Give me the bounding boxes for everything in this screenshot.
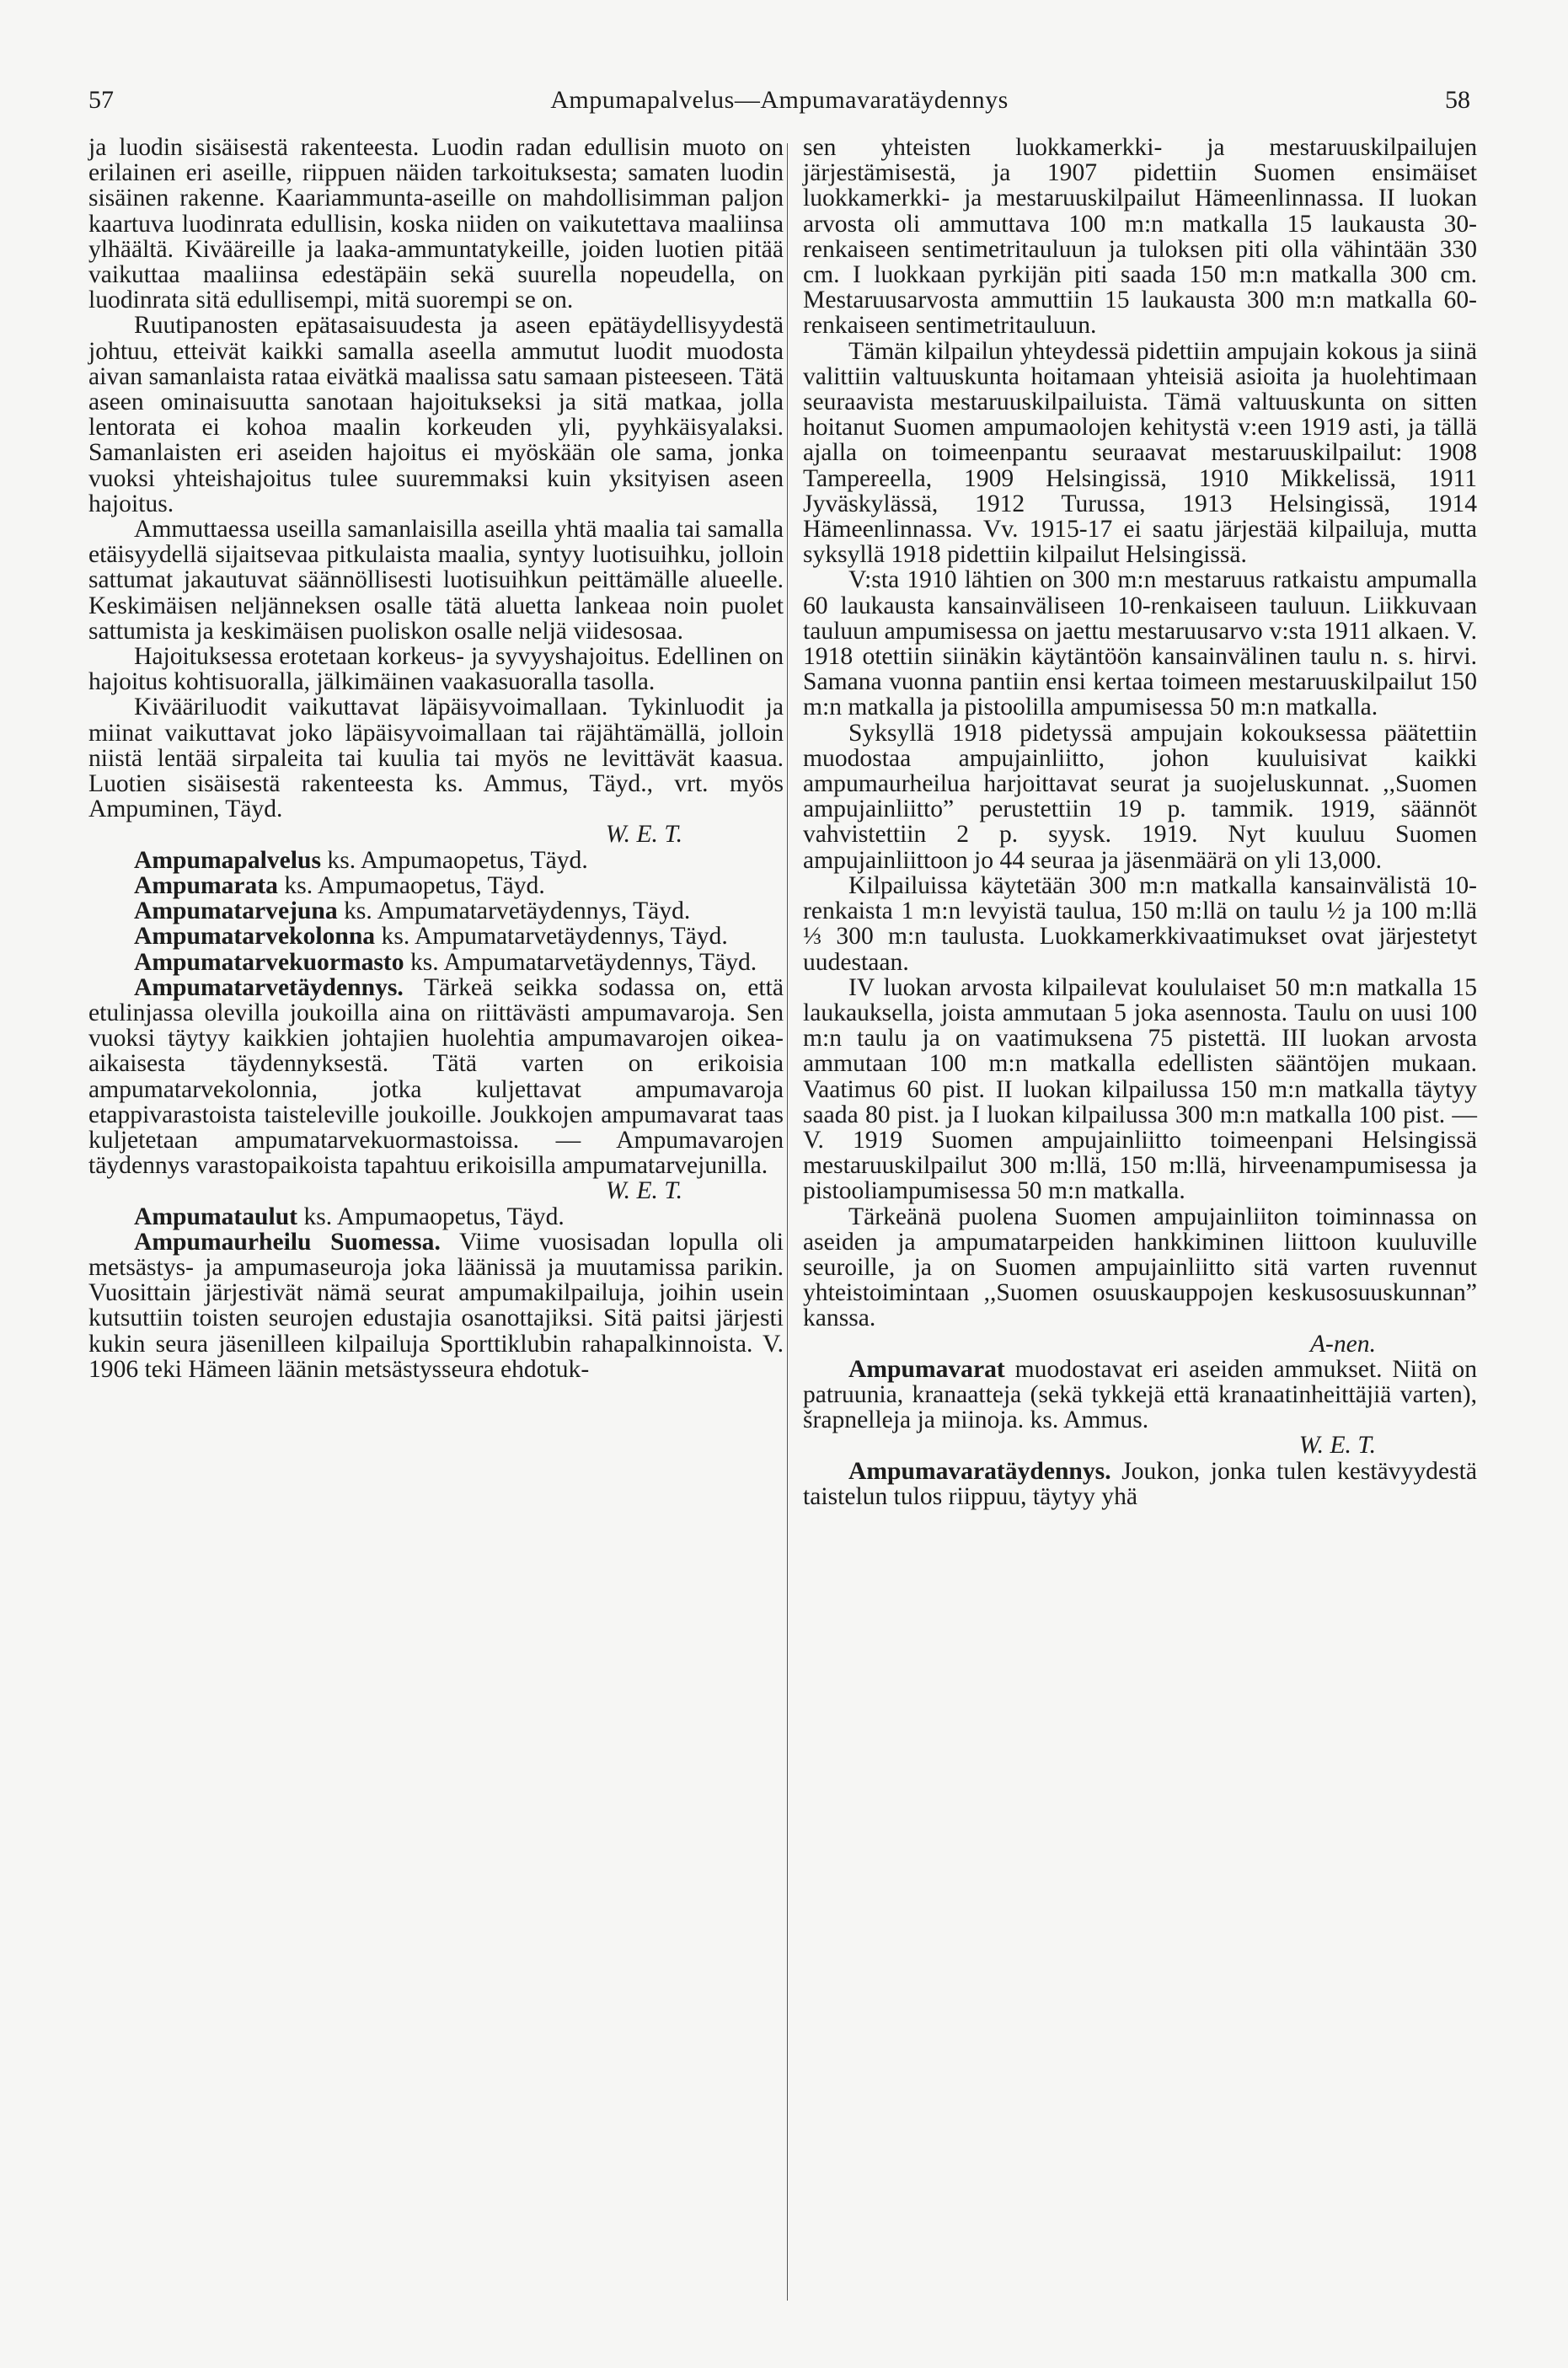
entry-headword: Ampumavarat	[848, 1355, 1005, 1383]
paragraph: Tämän kilpailun yhteydessä pidettiin ampujain kokous ja siinä valittiin valtuuskunta hoitamaan yhteisiä asioita ja huolehtimaan seuraavista mestaruuskilpailuista. Tämä valtuuskunta on sitten hoitanut Suomen ampumaolojen kehitystä v:een 1919 asti, ja tällä ajalla on toimeenpantu seuraavat mestaruuskilpailut: 1908 Tampereella, 1909 Helsingissä, 1910 Mikkelissä, 1911 Jyväskylässä, 1912 Turussa, 1913 Helsingissä, 1914 Hämeenlinnassa. Vv. 1915-17 ei saatu järjestää kilpailuja, mutta syksyllä 1918 pidettiin kilpailut Helsingissä.	[803, 337, 1477, 569]
entry-headword: Ampumavaratäydennys.	[848, 1457, 1111, 1485]
entry-ampumatarvekuormasto	[88, 950, 784, 975]
entry-text: muodostavat eri aseiden ammukset. Niitä on patruunia, kranaatteja (sekä tykkejä että kranaatinheittäjiä varten), šrapnelleja ja miinoja. ks. Ammus.	[803, 1355, 1477, 1434]
entry-ampumavarataydennys	[803, 1459, 1477, 1509]
entry-ampumatarvekolonna	[88, 924, 784, 949]
running-title: Ampumapalvelus—Ampumavaratäydennys	[550, 86, 1009, 114]
paragraph: V:sta 1910 lähtien on 300 m:n mestaruus ratkaistu ampumalla 60 laukausta kansainväliseen 10-renkaiseen tauluun. Liikkuvaan tauluun ampumisessa on jaettu mestaruusarvo v:sta 1911 alkaen. V. 1918 otettiin siinäkin käytäntöön kansainvälinen taulu n. s. hirvi. Samana vuonna pantiin ensi kertaa toimeen mestaruuskilpailut 150 m:n matkalla ja pistoolilla ampumisessa 50 m:n matkalla.	[803, 566, 1477, 721]
entry-text: Tärkeä seikka sodassa on, että etulinjassa olevilla joukoilla aina on riittävästi ampumavaroja. Sen vuoksi täytyy kaikkien johtajien huolehtia ampumavarojen oikea-aikaisesta täydennyksestä. Tätä varten on erikoisia ampumatarvekolonnia, jotka kuljettavat ampumavaroja etappivarastoista taisteleville joukoille. Joukkojen ampumavarat taas kuljetetaan ampumatarvekuormastoissa. — Ampumavarojen täydennys varastopaikoista tapahtuu erikoisilla ampumatarvejunilla.	[88, 973, 784, 1180]
entry-text: ks. Ampumaopetus, Täyd.	[284, 871, 545, 899]
paragraph: Syksyllä 1918 pidetyssä ampujain kokouksessa päätettiin muodostaa ampujainliitto, johon kuuluisivat kaikki ampumaurheilua harjoittavat seurat ja suojeluskunnat. ,,Suomen ampujainliitto” perustettiin 19 p. tammik. 1919, säännöt vahvistettiin 2 p. syysk. 1919. Nyt kuuluu Suomen ampujainliittoon jo 44 seuraa ja jäsenmäärä on yli 13,000.	[803, 719, 1477, 874]
entry-headword: Ampumatarvetäydennys.	[134, 973, 404, 1001]
entry-ampumarata	[88, 873, 784, 898]
paragraph: Ruutipanosten epätasaisuudesta ja aseen epätäydellisyydestä johtuu, etteivät kaikki samalla aseella ammutut luodit muodosta aivan samanlaista rataa eivätkä maalissa satu samaan pisteeseen. Tätä aseen ominaisuutta sanotaan hajoitukseksi ja sitä matkaa, jolla lentorata ei kohoa maalin korkeuden yli, pyyhkäisyalaksi. Samanlaisten eri aseiden hajoitus ei myöskään ole sama, jonka vuoksi yhteishajoitus tulee suuremmaksi kuin yksityisen aseen hajoitus.	[88, 312, 784, 517]
paragraph: ja luodin sisäisestä rakenteesta. Luodin radan edullisin muoto on erilainen eri aseille, riippuen näiden tarkoituksesta; samaten luodin sisäinen rakenne. Kaariammunta-aseille on mahdollisimman paljon kaartuva luodinrata edullisin, koska niiden on vaikutettava maaliinsa ylhäältä. Kivääreille ja laaka-ammuntatykeille, joiden luotien pitää vaikuttaa maaliinsa edestäpäin sekä suurella nopeudella, on luodinrata sitä edullisempi, mitä suorempi se on.	[88, 134, 784, 314]
entry-text: ks. Ampumatarvetäydennys, Täyd.	[409, 948, 757, 976]
page-number-right: 58	[1445, 86, 1470, 114]
entry-text: Viime vuosisadan lopulla oli metsästys- ja ampumaseuroja joka läänissä ja muutamissa parikin. Vuosittain järjestivät nämä seurat ampumakilpailuja, joihin usein kutsuttiin toisten seurojen edustajia osanottajiksi. Sitä paitsi järjesti kukin seura jäsenilleen kilpailuja Sporttiklubin rahapalkinnoista. V. 1906 teki Hämeen läänin metsästysseura ehdotuk-	[88, 1228, 784, 1383]
entry-ampumatarvejuna	[88, 898, 784, 924]
left-column	[88, 135, 784, 1382]
column-divider	[787, 143, 788, 2301]
entry-headword: Ampumatarvejuna	[134, 897, 338, 925]
entry-ampumataulut	[88, 1204, 784, 1230]
entry-text: ks. Ampumatarvetäydennys, Täyd.	[381, 923, 728, 951]
entry-ampumatarvetaydennys	[88, 975, 784, 1179]
entry-ampumapalvelus	[88, 848, 784, 873]
paragraph: sen yhteisten luokkamerkki- ja mestaruuskilpailujen järjestämisestä, ja 1907 pidettiin Suomen ensimäiset luokkamerkki- ja mestaruuskilpailut Hämeenlinnassa. II luokan arvosta oli ammuttava 100 m:n matkalla 15 laukausta 30-renkaiseen sentimetritauluun ja tuloksen piti olla vähintään 330 cm. I luokkaan pyrkijän piti saada 150 m:n matkalla 300 cm. Mestaruusarvosta ammuttiin 15 laukausta 300 m:n matkalla 60-renkaiseen sentimetritauluun.	[803, 134, 1477, 340]
right-column	[803, 135, 1477, 1509]
paragraph: Kilpailuissa käytetään 300 m:n matkalla kansainvälistä 10-renkaista 1 m:n levyistä taulua, 150 m:llä on taulu ½ ja 100 m:llä ⅓ 300 m:n taulusta. Luokkamerkkivaatimukset ovat järjestetyt uudestaan.	[803, 871, 1477, 976]
entry-headword: Ampumatarvekuormasto	[134, 948, 404, 976]
entry-ampumaurheilu	[88, 1230, 784, 1382]
entry-headword: Ampumarata	[134, 871, 278, 899]
entry-headword: Ampumaurheilu Suomessa.	[134, 1228, 441, 1256]
running-header	[88, 86, 1470, 128]
paragraph: Kivääriluodit vaikuttavat läpäisyvoimallaan. Tykinluodit ja miinat vaikuttavat joko läpäisyvoimallaan tai räjähtämällä, jolloin niistä lentää sirpaleita tai kuulia tai myös ne levittävät kaasua. Luotien sisäisestä rakenteesta ks. Ammus, Täyd., vrt. myös Ampuminen, Täyd.	[88, 694, 784, 823]
entry-headword: Ampumatarvekolonna	[134, 923, 376, 951]
entry-ampumavarat	[803, 1357, 1477, 1433]
paragraph: IV luokan arvosta kilpailevat koululaiset 50 m:n matkalla 15 laukauksella, joista ammutaan 5 joka asennosta. Taulu on uusi 100 m:n taulu ja on vaatimuksena 75 pistettä. III luokan arvosta ammutaan 100 m:n matkalla edellisten sääntöjen mukaan. Vaatimus 60 pist. II luokan kilpailussa 150 m:n matkalla täytyy saada 80 pist. ja I luokan kilpailussa 300 m:n matkalla 100 pist. — V. 1919 Suomen ampujainliitto toimeenpani Helsingissä mestaruuskilpailut 300 m:llä, 150 m:llä, hirveenampumisessa ja pistooliampumisessa 50 m:n matkalla.	[803, 973, 1477, 1205]
entry-text: ks. Ampumatarvetäydennys, Täyd.	[344, 897, 691, 925]
entry-text: ks. Ampumaopetus, Täyd.	[303, 1203, 565, 1230]
signature: W. E. T.	[1298, 1432, 1376, 1460]
entry-text: Joukon, jonka tulen kestävyydestä taistelun tulos riippuu, täytyy yhä	[803, 1457, 1477, 1510]
page-number-left: 57	[88, 86, 114, 114]
signature: A-nen.	[1309, 1330, 1376, 1358]
signature: W. E. T.	[605, 1177, 682, 1205]
signature: W. E. T.	[605, 821, 682, 849]
paragraph: Tärkeänä puolena Suomen ampujainliiton toiminnassa on aseiden ja ampumatarpeiden hankkiminen liittoon kuuluville seuroille, ja on Suomen ampujainliitto sitä varten ruvennut yhteistoimintaan ,,Suomen osuuskauppojen keskusosuuskunnan” kanssa.	[803, 1203, 1477, 1332]
entry-text: ks. Ampumaopetus, Täyd.	[327, 846, 588, 874]
entry-headword: Ampumapalvelus	[134, 846, 321, 874]
entry-headword: Ampumataulut	[134, 1203, 298, 1230]
paragraph: Hajoituksessa erotetaan korkeus- ja syvyyshajoitus. Edellinen on hajoitus kohtisuoralla, jälkimäinen vaakasuoralla tasolla.	[88, 643, 784, 696]
paragraph: Ammuttaessa useilla samanlaisilla aseilla yhtä maalia tai samalla etäisyydellä sijaitsevaa pitkulaista maalia, syntyy luotisuihku, jolloin sattumat jakautuvat säännöllisesti luotisuihkun peittämälle alueelle. Keskimäisen neljänneksen osalle tätä aluetta lankeaa noin puolet sattumista ja keskimäisen puoliskon osalle neljä viidesosaa.	[88, 516, 784, 645]
